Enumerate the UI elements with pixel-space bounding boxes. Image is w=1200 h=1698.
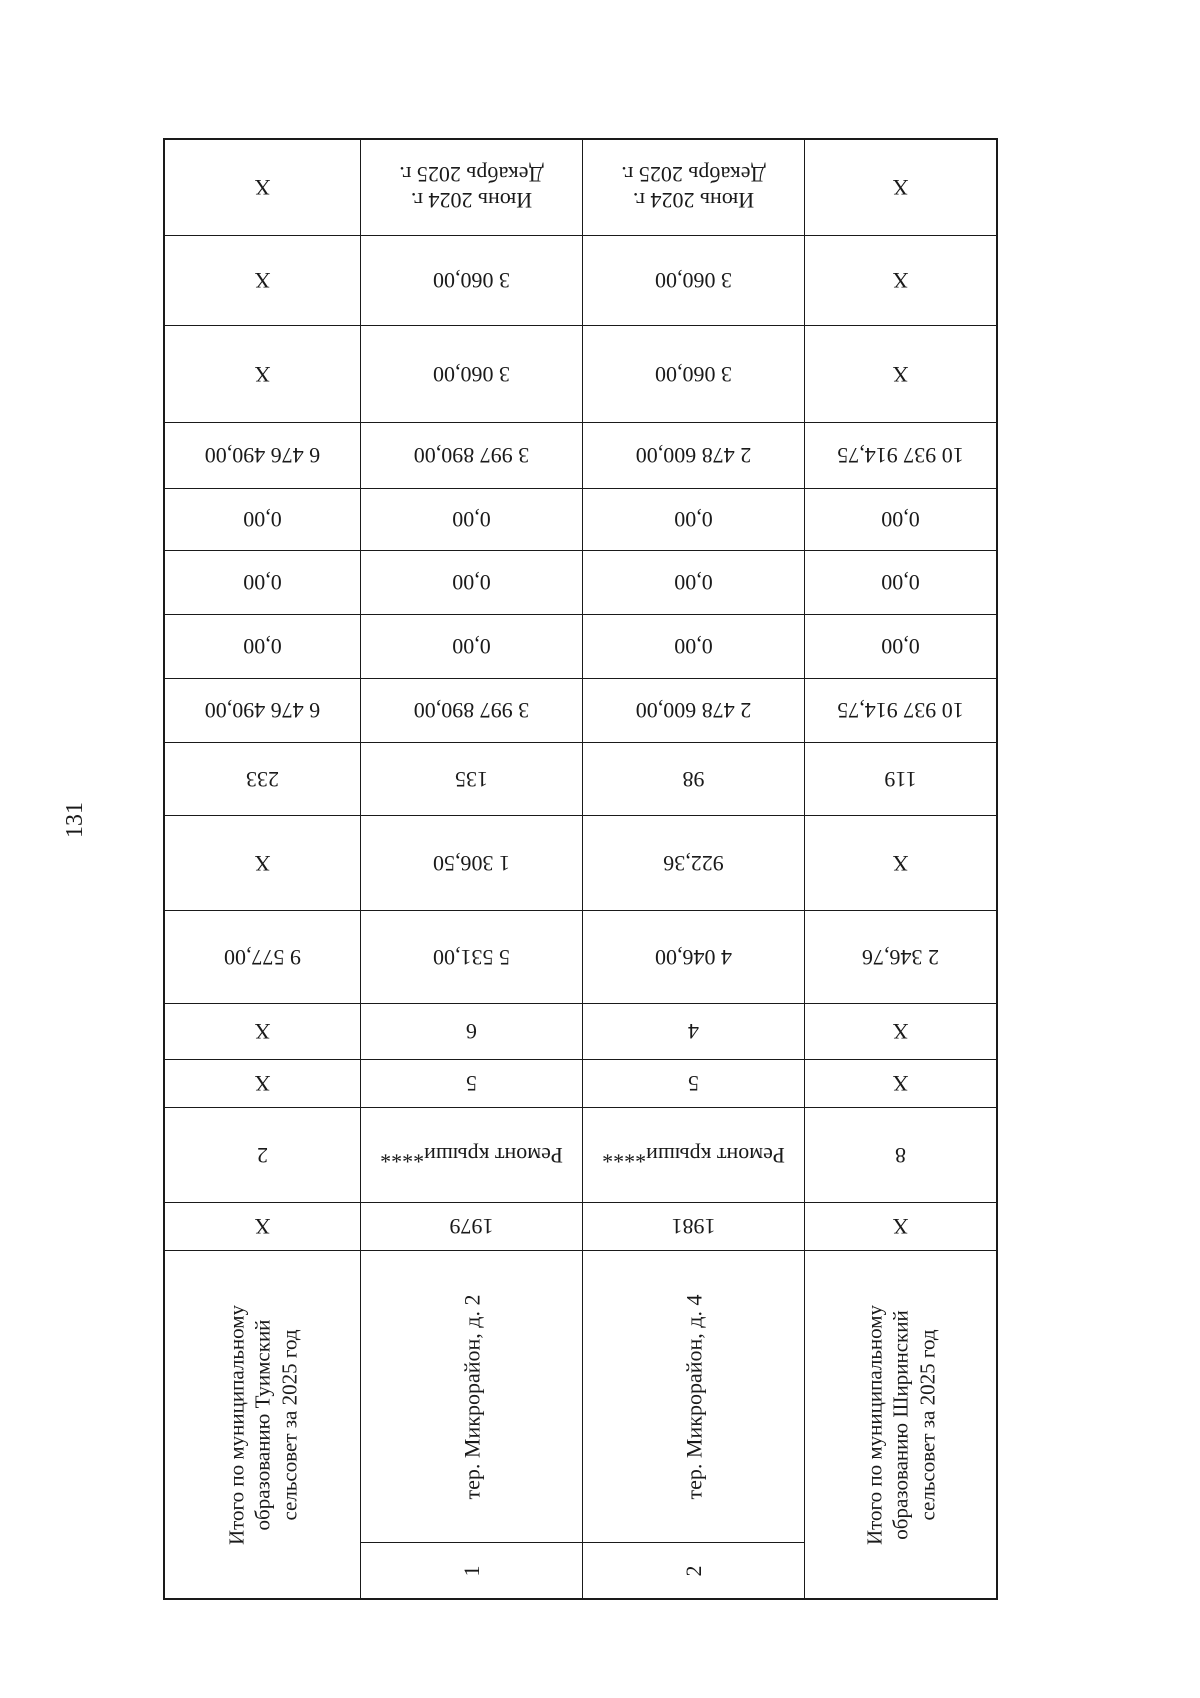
cell-funds-c: 0,00 — [165, 614, 360, 678]
period-start: Июнь 2024 г. — [410, 187, 533, 213]
cell-floors: 5 — [361, 1059, 582, 1107]
cell-owner-funds: 3 997 890,00 — [361, 678, 582, 742]
cell-funds-c: 0,00 — [361, 614, 582, 678]
cell-funds-b: 0,00 — [805, 550, 996, 614]
cell-floors: X — [165, 1059, 360, 1107]
cell-work-type: Ремонт крыши**** — [361, 1107, 582, 1202]
cell-year: X — [805, 1202, 996, 1250]
cell-work-type: Ремонт крыши**** — [583, 1107, 804, 1202]
cell-funds-b: 0,00 — [583, 550, 804, 614]
period-end: Декабрь 2025 г. — [399, 162, 544, 188]
cell-year: 1981 — [583, 1202, 804, 1250]
cell-floors: X — [805, 1059, 996, 1107]
cell-entrances: X — [165, 1003, 360, 1059]
cell-cost-limit: X — [805, 325, 996, 422]
table-row-total-shirin — [804, 140, 996, 1598]
cell-residents: 135 — [361, 742, 582, 815]
cell-cost-per-sqm: 3 060,00 — [583, 235, 804, 325]
cell-area-total: 4 046,00 — [583, 910, 804, 1003]
cell-area-total: 2 346,76 — [805, 910, 996, 1003]
cell-funds-a: 0,00 — [165, 488, 360, 550]
cell-entrances: 6 — [361, 1003, 582, 1059]
cell-row-number: 2 — [583, 1542, 804, 1598]
cell-total-cost: 3 997 890,00 — [361, 422, 582, 488]
cell-owner-funds: 2 478 600,00 — [583, 678, 804, 742]
cell-year: 1979 — [361, 1202, 582, 1250]
table-row-total-tuim — [165, 140, 360, 1598]
cell-owner-funds: 10 937 914,75 — [805, 678, 996, 742]
cell-area-a: 1 306,50 — [361, 815, 582, 910]
cell-area-total: 9 577,00 — [165, 910, 360, 1003]
table-row-mikro-4 — [582, 140, 804, 1598]
period-start: Июнь 2024 г. — [632, 187, 755, 213]
cell-funds-c: 0,00 — [805, 614, 996, 678]
cell-cost-per-sqm: X — [805, 235, 996, 325]
cell-cost-per-sqm: 3 060,00 — [361, 235, 582, 325]
cell-row-number: 1 — [361, 1542, 582, 1598]
cell-residents: 233 — [165, 742, 360, 815]
cell-funds-b: 0,00 — [361, 550, 582, 614]
period-end: Декабрь 2025 г. — [621, 162, 766, 188]
cell-total-cost: 10 937 914,75 — [805, 422, 996, 488]
rotated-data-table — [163, 138, 998, 1600]
cell-funds-c: 0,00 — [583, 614, 804, 678]
cell-floors: 5 — [583, 1059, 804, 1107]
cell-cost-limit: 3 060,00 — [361, 325, 582, 422]
cell-area-a: 922,36 — [583, 815, 804, 910]
cell-label-total-tuim: Итого по муниципальному образованию Туимский сельсовет за 2025 год — [165, 1250, 360, 1598]
cell-year: X — [165, 1202, 360, 1250]
cell-address: тер. Микрорайон, д. 4 — [583, 1250, 804, 1542]
cell-period — [583, 140, 804, 235]
cell-funds-a: 0,00 — [805, 488, 996, 550]
cell-residents: 98 — [583, 742, 804, 815]
cell-funds-a: 0,00 — [583, 488, 804, 550]
table-row-mikro-2 — [360, 140, 582, 1598]
cell-cost-limit: 3 060,00 — [583, 325, 804, 422]
cell-label-total-shirin: Итого по муниципальному образованию Ширинский сельсовет за 2025 год — [805, 1250, 996, 1598]
page-number: 131 — [62, 802, 88, 838]
cell-period: X — [892, 175, 909, 201]
cell-total-cost: 2 478 600,00 — [583, 422, 804, 488]
cell-work-type: 2 — [165, 1107, 360, 1202]
cell-address: тер. Микрорайон, д. 2 — [361, 1250, 582, 1542]
cell-funds-b: 0,00 — [165, 550, 360, 614]
cell-period — [361, 140, 582, 235]
cell-cost-limit: X — [165, 325, 360, 422]
cell-cost-per-sqm: X — [165, 235, 360, 325]
cell-area-a: X — [165, 815, 360, 910]
cell-total-cost: 6 476 490,00 — [165, 422, 360, 488]
cell-funds-a: 0,00 — [361, 488, 582, 550]
cell-period: X — [254, 175, 271, 201]
cell-entrances: X — [805, 1003, 996, 1059]
cell-owner-funds: 6 476 490,00 — [165, 678, 360, 742]
cell-residents: 119 — [805, 742, 996, 815]
cell-area-a: X — [805, 815, 996, 910]
cell-area-total: 5 531,00 — [361, 910, 582, 1003]
cell-entrances: 4 — [583, 1003, 804, 1059]
cell-work-type: 8 — [805, 1107, 996, 1202]
